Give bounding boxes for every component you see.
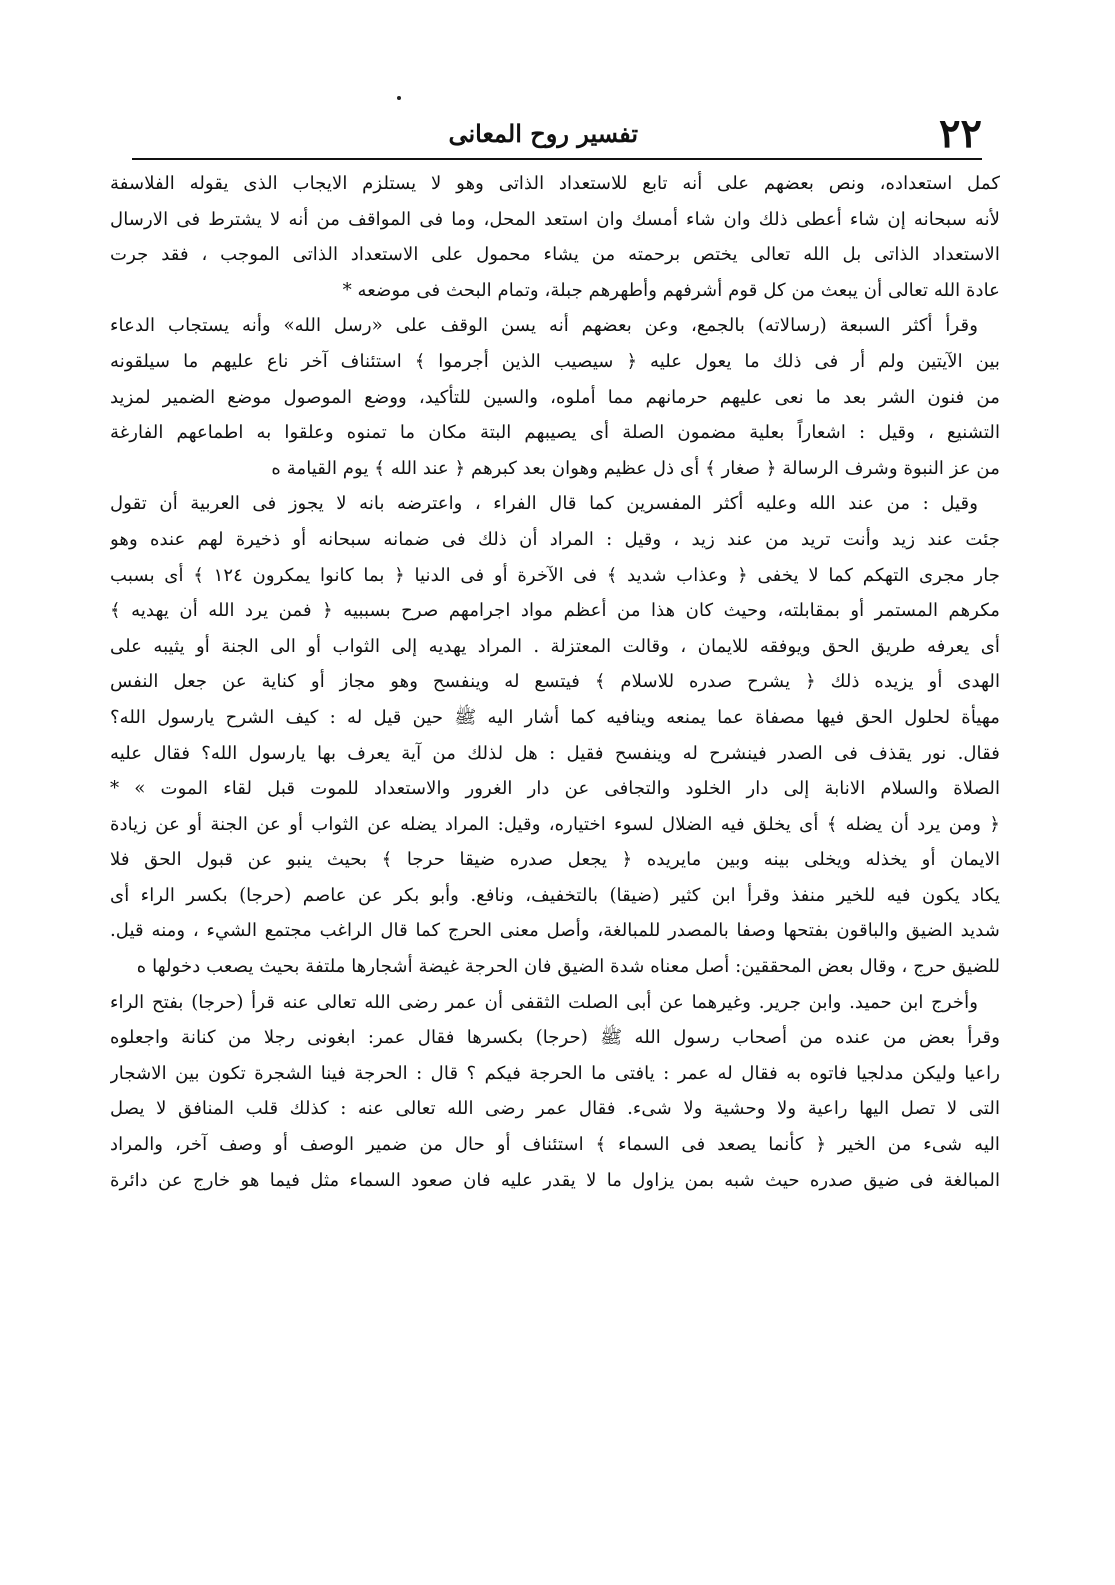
text-line: التشنيع ، وقيل : اشعاراً بعلية مضمون الصلة أى يصيبهم البتة مكان ما تمنوه وعلقوا به اطماعهم الفارغة — [110, 422, 1000, 444]
text-line: الهدى أو يزيده ذلك ﴿ يشرح صدره للاسلام ﴾ فيتسع له وينفسح وهو مجاز أو كناية عن جعل النفس — [110, 671, 1000, 693]
text-line: أى يعرفه طريق الحق ويوفقه للايمان ، وقالت المعتزلة . المراد يهديه إلى الثواب أو الى الجنة أو يثيبه على — [110, 635, 1000, 657]
body-text — [110, 166, 1000, 1198]
text-line: وأخرج ابن حميد. وابن جرير. وغيرهما عن أبى الصلت الثقفى أن عمر رضى الله تعالى عنه قرأ (حرجا) بفتح الراء — [110, 991, 978, 1013]
page-header — [132, 112, 982, 156]
text-line: للضيق حرج ، وقال بعض المحققين: أصل معناه شدة الضيق فان الحرجة غيضة أشجارها ملتفة بحيث يصعب دخولها ه — [136, 956, 1000, 978]
text-line: بين الآيتين ولم أر فى ذلك ما يعول عليه ﴿ سيصيب الذين أجرموا ﴾ استئناف آخر ناع عليهم ما سيلقونه — [110, 350, 1000, 372]
header-rule — [132, 158, 982, 160]
text-line: عادة الله تعالى أن يبعث من كل قوم أشرفهم وأطهرهم جبلة، وتمام البحث فى موضعه * — [342, 279, 1000, 301]
text-line: وقيل : من عند الله وعليه أكثر المفسرين كما قال الفراء ، واعترضه بانه لا يجوز فى العربية أن تقول — [110, 493, 978, 515]
text-line: شديد الضيق والباقون بفتحها وصفا بالمصدر للمبالغة، وأصل معنى الحرج كما قال الراغب مجتمع الشيء ، ومنه قيل. — [110, 920, 1000, 942]
print-speck — [397, 96, 401, 100]
text-line: جار مجرى التهكم كما لا يخفى ﴿ وعذاب شديد ﴾ فى الآخرة أو فى الدنيا ﴿ بما كانوا يمكرون ١٢٤ ﴾ أى بسبب — [110, 564, 1000, 586]
text-line: الصلاة والسلام الانابة إلى دار الخلود والتجافى عن دار الغرور والاستعداد للموت قبل لقاء الموت » * — [110, 778, 1000, 800]
text-line: فقال. نور يقذف فى الصدر فينشرح له وينفسح فقيل : هل لذلك من آية يعرف بها يارسول الله؟ فقال عليه — [110, 742, 1000, 764]
text-line: من عز النبوة وشرف الرسالة ﴿ صغار ﴾ أى ذل عظيم وهوان بعد كبرهم ﴿ عند الله ﴾ يوم القيامة ه — [271, 457, 1000, 479]
text-line: الاستعداد الذاتى بل الله تعالى يختص برحمته من يشاء محمول على الاستعداد الذاتى الموجب ، فقد جرت — [110, 244, 1000, 266]
text-line: ﴿ ومن يرد أن يضله ﴾ أى يخلق فيه الضلال لسوء اختياره، وقيل: المراد يضله عن الثواب أو عن الجنة أو عن زيادة — [110, 813, 1000, 835]
text-line: لأنه سبحانه إن شاء أعطى ذلك وان شاء أمسك وان استعد المحل، وما فى المواقف من أنه لا يشترط فى الارسال — [110, 208, 1000, 230]
page-number: ٢٢ — [939, 110, 982, 157]
text-line: يكاد يكون فيه للخير منفذ وقرأ ابن كثير (ضيقا) بالتخفيف، ونافع. وأبو بكر عن عاصم (حرجا) بكسر الراء أى — [110, 884, 1000, 906]
text-line: كمل استعداده، ونص بعضهم على أنه تابع للاستعداد الذاتى وهو لا يستلزم الايجاب الذى يقوله الفلاسفة — [110, 173, 1000, 194]
text-line: اليه شىء من الخير ﴿ كأنما يصعد فى السماء ﴾ استئناف أو حال من ضمير الوصف أو وصف آخر، والمراد — [110, 1134, 1000, 1156]
text-line: المبالغة فى ضيق صدره حيث شبه بمن يزاول ما لا يقدر عليه فان صعود السماء مثل فيما هو خارج عن دائرة — [110, 1169, 1000, 1191]
running-title: تفسير روح المعانى — [448, 119, 638, 148]
text-line: من فنون الشر بعد ما نعى عليهم حرمانهم مما أملوه، والسين للتأكيد، ووضع الموصول موضع الضمير لمزيد — [110, 386, 1000, 408]
text-line: راعيا وليكن مدلجيا فاتوه به فقال له عمر : يافتى ما الحرجة فيكم ؟ قال : الحرجة فينا الشجرة تكون بين الاشجار — [110, 1062, 1000, 1084]
text-line: الايمان أو يخذله ويخلى بينه وبين مايريده ﴿ يجعل صدره ضيقا حرجا ﴾ بحيث ينبو عن قبول الحق فلا — [110, 849, 1000, 871]
text-line: مهيأة لحلول الحق فيها مصفاة عما يمنعه وينافيه كما أشار اليه ﷺ حين قيل له : كيف الشرح يارسول الله؟ — [110, 706, 1000, 728]
text-line: جئت عند زيد وأنت تريد من عند زيد ، وقيل : المراد أن ذلك فى ضمانه سبحانه أو ذخيرة لهم عنده وهو — [110, 528, 1000, 550]
text-line: مكرهم المستمر أو بمقابلته، وحيث كان هذا من أعظم مواد اجرامهم صرح بسببيه ﴿ فمن يرد الله أن يهديه ﴾ — [110, 600, 1000, 622]
text-line: وقرأ بعض من عنده من أصحاب رسول الله ﷺ (حرجا) بكسرها فقال عمر: ابغونى رجلا من كنانة واجعلوه — [110, 1027, 1000, 1049]
text-line: وقرأ أكثر السبعة (رسالاته) بالجمع، وعن بعضهم أنه يسن الوقف على «رسل الله» وأنه يستجاب الدعاء — [110, 315, 978, 337]
text-line: التى لا تصل اليها راعية ولا وحشية ولا شىء. فقال عمر رضى الله تعالى عنه : كذلك قلب المنافق لا يصل — [110, 1098, 1000, 1120]
